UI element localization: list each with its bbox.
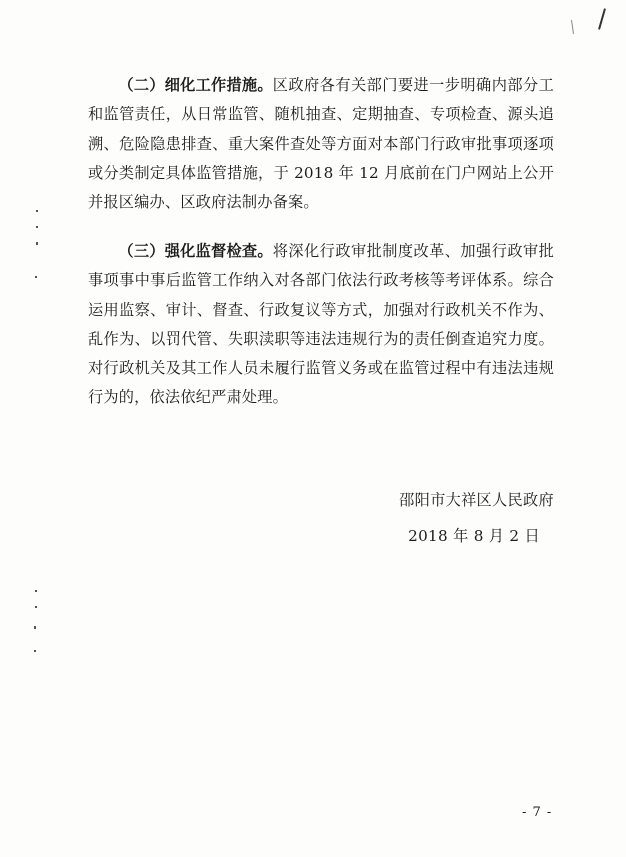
- signature-organization: 邵阳市大祥区人民政府: [399, 491, 554, 509]
- scan-dot: [35, 590, 37, 592]
- paragraph-heading: （二）细化工作措施。: [118, 76, 273, 95]
- paragraph-body: 将深化行政审批制度改革、加强行政审批事项事中事后监管工作纳入对各部门依法行政考核等考评体系。综合运用监察、审计、督查、行政复议等方式，加强对行政机关不作为、乱作为、以罚代管、失职渎职等违法违规行为的责任倒查追究力度。对行政机关及其工作人员未履行监管义务或在监管过程中有违法违规行为的，依法依纪严肃处理。: [88, 242, 554, 407]
- paragraph-body: 区政府各有关部门要进一步明确内部分工和监管责任，从日常监管、随机抽查、定期抽查、专项检查、源头追溯、危险隐患排查、重大案件查处等方面对本部门行政审批事项逐项或分类制定具体监管措施，于 2018 年 12 月底前在门户网站上公开并报区编办、区政府法制办备案。: [88, 76, 554, 211]
- scan-dot: [35, 606, 37, 608]
- scan-dot: [36, 242, 38, 245]
- scan-dot: [35, 276, 37, 278]
- scan-dot: [36, 210, 38, 212]
- page-number: - 7 -: [522, 805, 553, 820]
- paragraph-detail-measures: [88, 71, 554, 217]
- scan-dot: [34, 650, 36, 652]
- scan-dot: [36, 226, 38, 228]
- scan-pen-mark: [598, 8, 606, 30]
- scan-dot: [34, 626, 36, 629]
- signature-date: 2018 年 8 月 2 日: [408, 527, 540, 545]
- paragraph-supervision-inspection: [88, 237, 554, 412]
- paragraph-heading: （三）强化监督检查。: [118, 242, 273, 261]
- scan-pen-mark-faint: [571, 20, 574, 34]
